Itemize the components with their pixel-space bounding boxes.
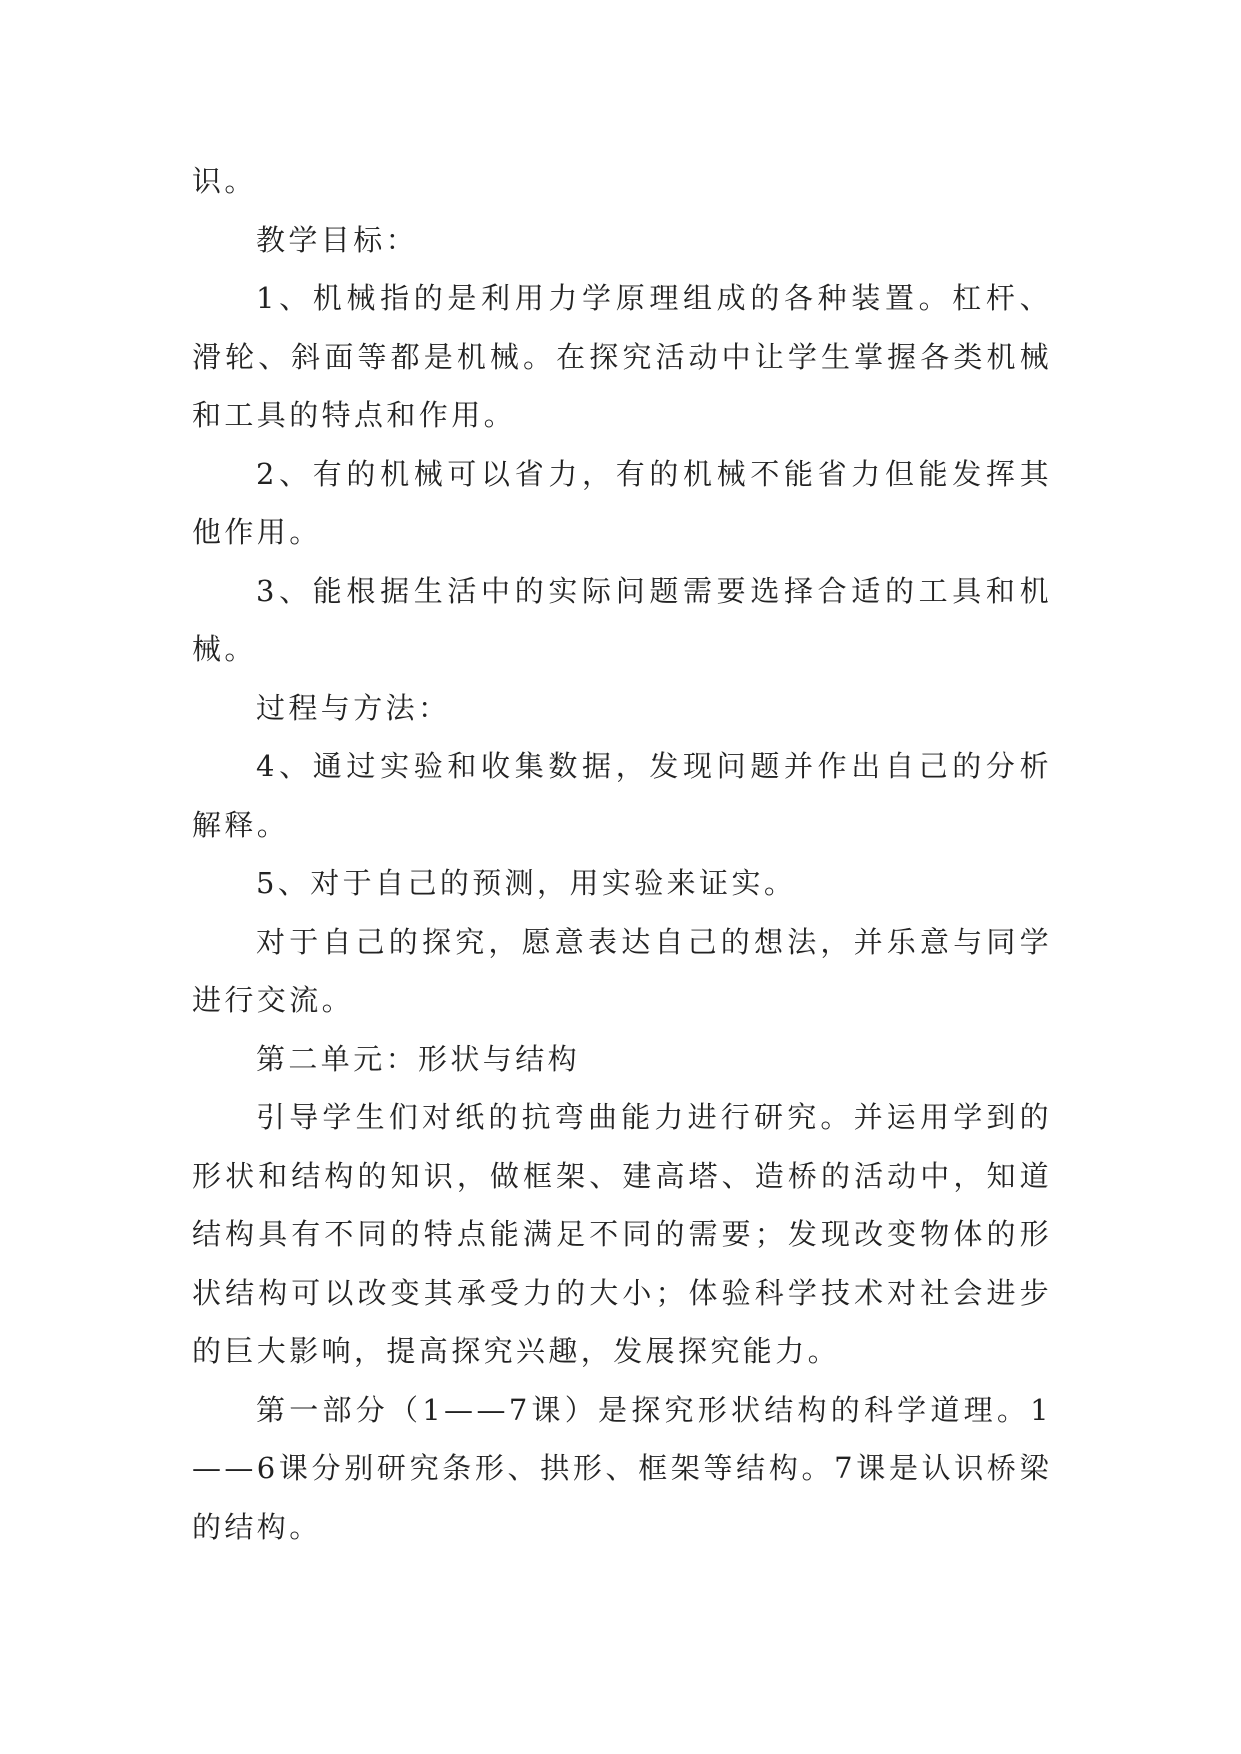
paragraph-part-1: 第一部分（1——7课）是探究形状结构的科学道理。1——6课分别研究条形、拱形、框架等结构。7课是认识桥梁的结构。 — [192, 1392, 1052, 1544]
paragraph-attitude: 对于自己的探究，愿意表达自己的想法，并乐意与同学进行交流。 — [192, 924, 1052, 1017]
paragraph-goal-5: 5、对于自己的预测，用实验来证实。 — [256, 866, 797, 900]
paragraph-goal-3: 3、能根据生活中的实际问题需要选择合适的工具和机械。 — [192, 573, 1052, 666]
heading-process-methods: 过程与方法： — [256, 690, 451, 725]
paragraph-continuation: 识。 — [192, 164, 257, 198]
paragraph-goal-4: 4、通过实验和收集数据，发现问题并作出自己的分析解释。 — [192, 749, 1052, 842]
heading-unit-2: 第二单元：形状与结构 — [256, 1041, 581, 1076]
heading-teaching-goals: 教学目标： — [256, 222, 419, 257]
paragraph-goal-2: 2、有的机械可以省力，有的机械不能省力但能发挥其他作用。 — [192, 456, 1052, 549]
paragraph-unit-2-intro: 引导学生们对纸的抗弯曲能力进行研究。并运用学到的形状和结构的知识，做框架、建高塔、造桥的活动中，知道结构具有不同的特点能满足不同的需要；发现改变物体的形状结构可以改变其承受力的大小；体验科学技术对社会进步的巨大影响，提高探究兴趣，发展探究能力。 — [192, 1100, 1052, 1368]
paragraph-goal-1: 1、机械指的是利用力学原理组成的各种装置。杠杆、滑轮、斜面等都是机械。在探究活动中让学生掌握各类机械和工具的特点和作用。 — [192, 281, 1052, 432]
document-body — [192, 152, 1052, 1556]
